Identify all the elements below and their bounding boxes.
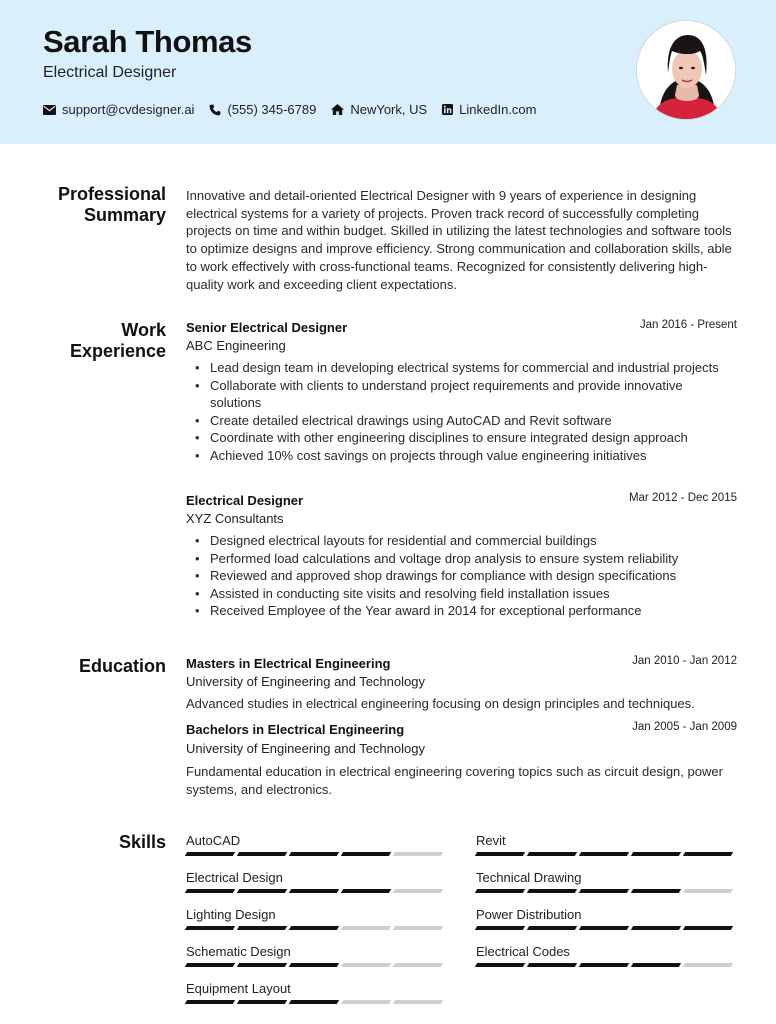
list-item: • Assisted in conducting site visits and resolving field installation issues [186, 585, 726, 603]
skill-name: Equipment Layout [186, 981, 291, 996]
skill-level-segment [393, 889, 443, 893]
contact-email[interactable] [43, 102, 194, 117]
candidate-title: Electrical Designer [43, 64, 177, 81]
contact-linkedin-text: LinkedIn.com [459, 102, 537, 117]
edu-1-dates: Jan 2010 - Jan 2012 [632, 655, 737, 667]
list-item: • Reviewed and approved shop drawings for compliance with design specifications [186, 567, 726, 585]
contact-row [43, 102, 552, 117]
home-icon [331, 104, 344, 115]
job-2-role: Electrical Designer [186, 493, 304, 508]
job-1-role: Senior Electrical Designer [186, 320, 348, 335]
summary-text: Innovative and detail-oriented Electrical Designer with 9 years of experience in designing electrical systems for a variety of projects. Proven track record of successfully completing projects on time and within budget. Skilled in utilizing the latest technologies and software tools to optimize designs and improve efficiency. Strong communication and collaboration skills, able to work effectively with cross-functional teams. Recognized for consistently delivering high-quality work and exceeding client expectations. [186, 188, 732, 292]
skill-level-segment [475, 889, 525, 893]
skill-level-segment [683, 852, 733, 856]
skill-level-segment [341, 1000, 391, 1004]
skill-level-segment [579, 852, 629, 856]
edu-1-school: University of Engineering and Technology [186, 674, 425, 689]
skill-name: Technical Drawing [476, 870, 582, 885]
phone-icon [209, 104, 221, 116]
list-item: • Coordinate with other engineering disciplines to ensure integrated design approach [186, 429, 726, 447]
edu-1-degree: Masters in Electrical Engineering [186, 656, 391, 671]
skill-item [186, 907, 446, 924]
skill-level-segment [289, 926, 339, 930]
skill-level-segment [289, 889, 339, 893]
skill-level-segment [185, 889, 235, 893]
skill-level-segment [683, 926, 733, 930]
skill-name: Lighting Design [186, 907, 276, 922]
contact-phone-text: (555) 345-6789 [227, 102, 317, 117]
list-item: • Designed electrical layouts for residential and commercial buildings [186, 532, 726, 550]
skill-item [476, 907, 736, 924]
skill-level-bar [476, 889, 736, 893]
contact-location-text: NewYork, US [350, 102, 428, 117]
section-title-education: Education [78, 656, 166, 676]
skill-level-segment [527, 852, 577, 856]
job-2-bullets [186, 532, 726, 620]
skill-name: Power Distribution [476, 907, 582, 922]
contact-location [331, 102, 427, 117]
skill-level-bar [186, 1000, 446, 1004]
edu-2-description: Fundamental education in electrical engineering covering topics such as circuit design, power systems, and electronics. [186, 764, 723, 797]
job-1-company: ABC Engineering [186, 338, 286, 353]
skill-item [476, 833, 736, 850]
skill-level-bar [186, 889, 446, 893]
contact-email-text: support@cvdesigner.ai [62, 102, 195, 117]
resume-header [0, 0, 776, 144]
skill-name: Revit [476, 833, 506, 848]
skill-item [476, 870, 736, 887]
skill-name: Electrical Codes [476, 944, 570, 959]
skill-level-segment [185, 963, 235, 967]
skill-level-segment [237, 926, 287, 930]
skill-level-segment [185, 1000, 235, 1004]
envelope-icon [43, 105, 56, 115]
skill-name: Schematic Design [186, 944, 291, 959]
section-title-summary: Professional Summary [57, 184, 166, 225]
skill-level-segment [393, 852, 443, 856]
skill-level-bar [476, 852, 736, 856]
skill-level-bar [476, 963, 736, 967]
list-item: • Achieved 10% cost savings on projects through value engineering initiatives [186, 447, 726, 465]
skill-level-segment [185, 926, 235, 930]
contact-linkedin[interactable] [442, 102, 536, 117]
skill-level-segment [341, 852, 391, 856]
skill-item [186, 944, 446, 961]
contact-phone[interactable] [209, 102, 316, 117]
skill-level-segment [579, 926, 629, 930]
skill-level-segment [631, 889, 681, 893]
skill-level-segment [237, 852, 287, 856]
skill-level-segment [527, 926, 577, 930]
skill-level-segment [185, 852, 235, 856]
skill-name: AutoCAD [186, 833, 241, 848]
skill-item [186, 981, 446, 998]
edu-1-description: Advanced studies in electrical engineering focusing on design principles and techniques. [186, 696, 695, 711]
edu-2-school: University of Engineering and Technology [186, 741, 425, 756]
list-item: • Received Employee of the Year award in 2014 for exceptional performance [186, 602, 726, 620]
skill-level-bar [186, 963, 446, 967]
skill-level-segment [631, 852, 681, 856]
skill-level-segment [341, 963, 391, 967]
skill-level-segment [527, 889, 577, 893]
job-2-dates: Mar 2012 - Dec 2015 [628, 492, 737, 504]
section-title-skills: Skills [118, 832, 166, 852]
skill-name: Electrical Design [186, 870, 283, 885]
list-item: • Lead design team in developing electrical systems for commercial and industrial projects [186, 359, 726, 377]
list-item: • Collaborate with clients to understand project requirements and provide innovative solutions [186, 377, 726, 412]
skill-level-segment [237, 889, 287, 893]
profile-photo [636, 20, 736, 120]
skill-level-segment [341, 889, 391, 893]
skill-level-segment [631, 963, 681, 967]
skill-level-segment [393, 926, 443, 930]
edu-2-degree: Bachelors in Electrical Engineering [186, 722, 405, 737]
skill-item [186, 833, 446, 850]
skill-level-segment [289, 852, 339, 856]
skill-level-segment [631, 926, 681, 930]
skill-level-segment [579, 963, 629, 967]
edu-2-dates: Jan 2005 - Jan 2009 [632, 721, 737, 733]
job-1-dates: Jan 2016 - Present [639, 319, 737, 331]
skill-level-segment [393, 1000, 443, 1004]
skill-level-segment [475, 852, 525, 856]
skill-level-segment [289, 963, 339, 967]
candidate-name: Sarah Thomas [43, 24, 252, 59]
job-1-bullets [186, 359, 726, 465]
skill-level-segment [237, 1000, 287, 1004]
skill-level-segment [527, 963, 577, 967]
skill-level-bar [186, 926, 446, 930]
skill-level-segment [475, 926, 525, 930]
skill-level-segment [475, 963, 525, 967]
list-item: • Create detailed electrical drawings using AutoCAD and Revit software [186, 412, 726, 430]
skill-level-bar [186, 852, 446, 856]
list-item: • Performed load calculations and voltage drop analysis to ensure system reliability [186, 550, 726, 568]
skill-level-segment [341, 926, 391, 930]
linkedin-icon [442, 104, 453, 115]
skill-level-segment [683, 889, 733, 893]
skill-level-segment [579, 889, 629, 893]
skill-item [186, 870, 446, 887]
skill-level-segment [393, 963, 443, 967]
skill-item [476, 944, 736, 961]
skill-level-segment [683, 963, 733, 967]
skill-level-bar [476, 926, 736, 930]
section-title-experience: Work Experience [69, 320, 166, 361]
job-2-company: XYZ Consultants [186, 511, 284, 526]
skill-level-segment [237, 963, 287, 967]
skill-level-segment [289, 1000, 339, 1004]
